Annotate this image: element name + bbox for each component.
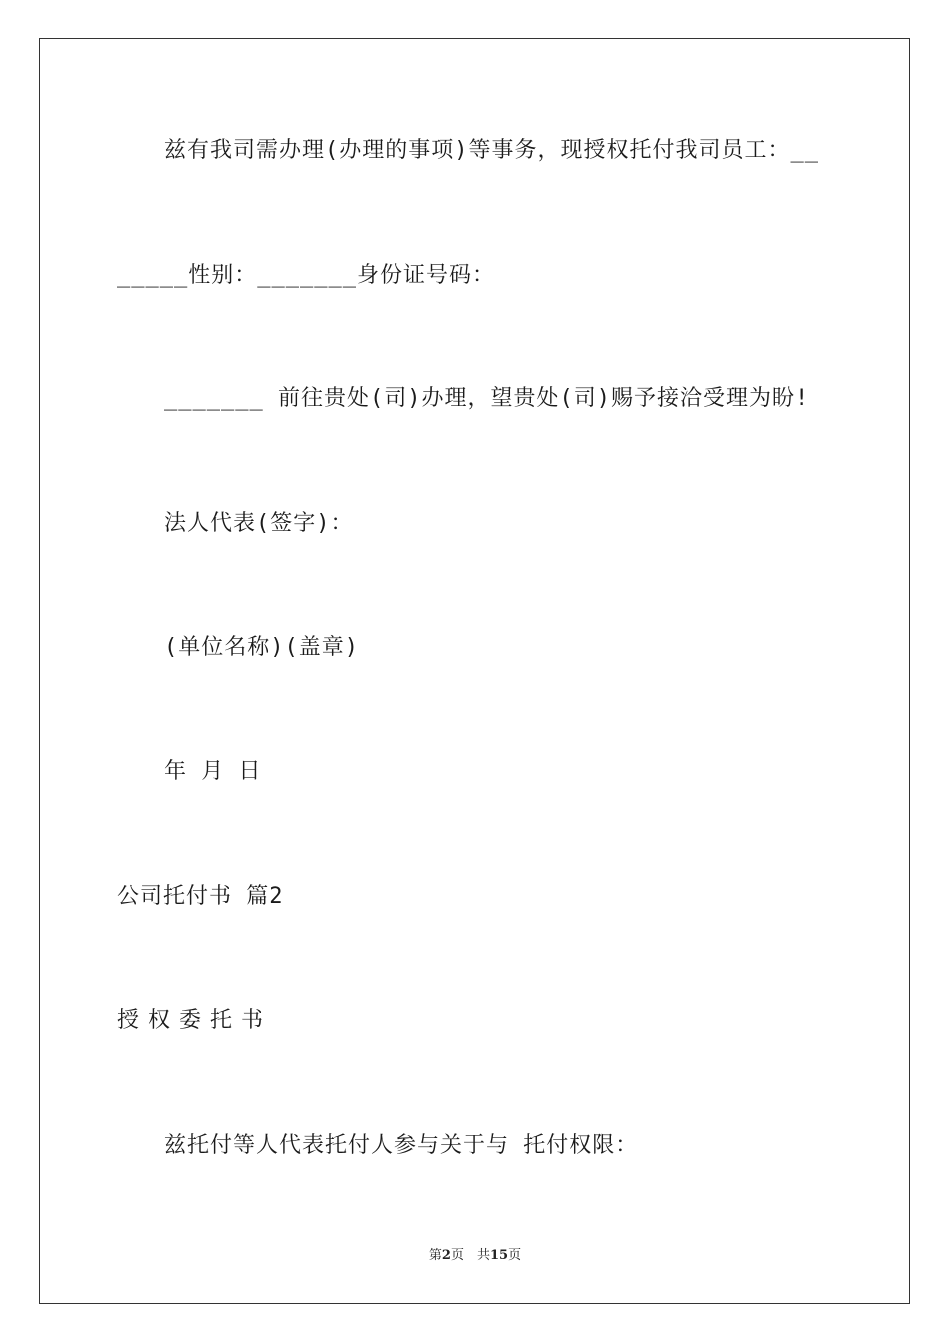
document-title: 授权委托书 (117, 1008, 273, 1033)
current-page-number: 2 (441, 1248, 451, 1263)
date-line: 年 月 日 (164, 759, 262, 784)
total-page-count: 15 (489, 1248, 509, 1263)
authorization-statement-line: 兹有我司需办理(办理的事项)等事务，现授权托付我司员工：__ (164, 138, 819, 163)
section-heading: 公司托付书 篇2 (117, 884, 284, 909)
footer-prefix: 第 (428, 1248, 442, 1263)
authorization-scope-line: 兹托付等人代表托付人参与关于与 托付权限： (164, 1133, 639, 1158)
company-name-seal: (单位名称)(盖章) (164, 635, 359, 660)
request-line: _______ 前往贵处(司)办理，望贵处(司)赐予接洽受理为盼! (164, 386, 810, 411)
page-frame (39, 38, 910, 1304)
footer-middle: 页 共 (450, 1248, 490, 1263)
employee-info-line: _____性别：_______身份证号码： (117, 263, 495, 288)
page-footer (0, 1247, 950, 1265)
legal-representative-signature: 法人代表(签字)： (164, 511, 354, 536)
footer-suffix: 页 (508, 1248, 522, 1263)
